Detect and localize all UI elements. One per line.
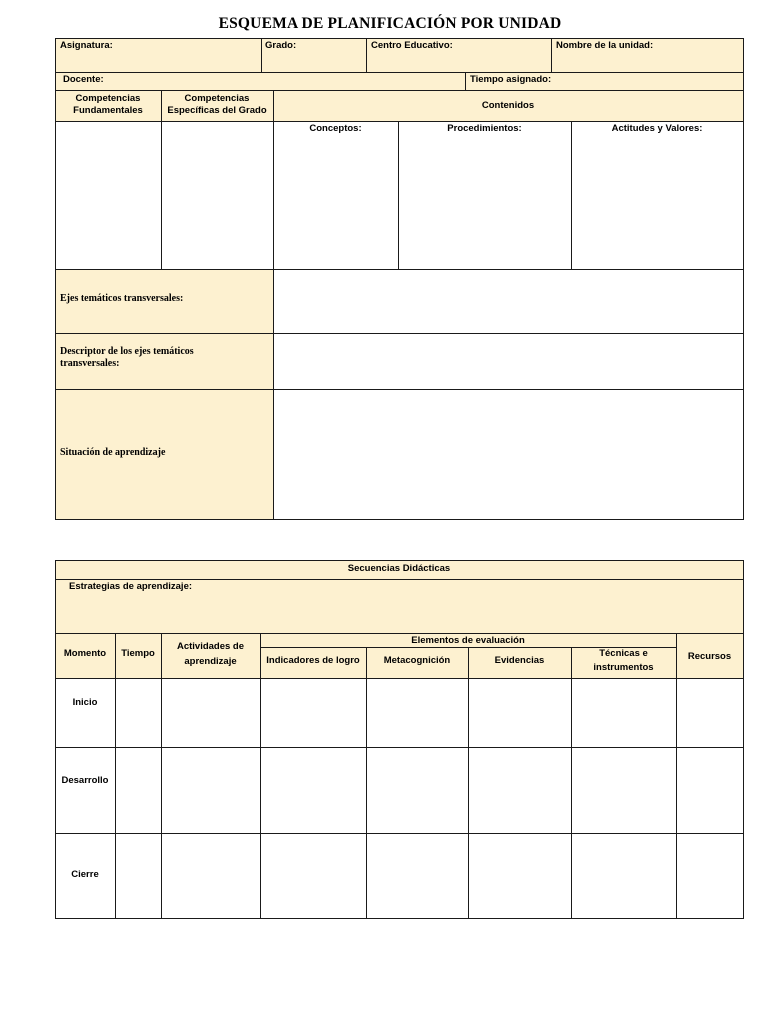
nombre-unidad-label: Nombre de la unidad: xyxy=(556,40,654,51)
row-label-inicio: Inicio xyxy=(72,697,98,708)
procedimientos-header: Procedimientos: xyxy=(447,123,522,134)
row-label-cierre: Cierre xyxy=(71,869,99,880)
evidencias-header: Evidencias xyxy=(494,655,545,666)
metacognicion-header: Metacognición xyxy=(383,655,451,666)
contenidos-header: Contenidos xyxy=(481,100,535,111)
descriptor-ejes-label xyxy=(60,346,194,370)
conceptos-header: Conceptos: xyxy=(309,123,362,134)
competencias-especificas-line2: Específicas del Grado xyxy=(167,105,267,116)
elementos-evaluacion-header: Elementos de evaluación xyxy=(411,635,525,646)
tecnicas-line2: instrumentos xyxy=(593,662,654,673)
momento-header: Momento xyxy=(63,648,107,659)
competencias-fundamentales-line1: Competencias xyxy=(75,93,141,104)
actividades-line2: aprendizaje xyxy=(184,656,237,667)
tecnicas-instrumentos-header xyxy=(571,648,676,674)
competencias-fundamentales-line2: Fundamentales xyxy=(73,105,143,116)
competencias-fundamentales-header xyxy=(55,93,161,117)
docente-label: Docente: xyxy=(63,74,104,85)
grado-label: Grado: xyxy=(265,40,297,51)
tiempo-header: Tiempo xyxy=(121,648,155,659)
competencias-especificas-line1: Competencias xyxy=(184,93,250,104)
situacion-aprendizaje-label: Situación de aprendizaje xyxy=(60,447,166,458)
ejes-tematicos-label: Ejes temáticos transversales: xyxy=(60,293,184,304)
recursos-header: Recursos xyxy=(687,651,732,662)
centro-educativo-label: Centro Educativo: xyxy=(371,40,453,51)
tecnicas-line1: Técnicas e xyxy=(599,648,648,659)
actitudes-valores-header: Actitudes y Valores: xyxy=(611,123,703,134)
row-label-desarrollo: Desarrollo xyxy=(61,775,109,786)
secuencias-didacticas-title: Secuencias Didácticas xyxy=(347,563,451,574)
actividades-line1: Actividades de xyxy=(176,641,245,652)
indicadores-logro-header: Indicadores de logro xyxy=(266,655,360,666)
descriptor-ejes-line1: Descriptor de los ejes temáticos xyxy=(60,346,194,357)
tiempo-asignado-label: Tiempo asignado: xyxy=(470,74,552,85)
competencias-especificas-header xyxy=(161,93,273,117)
page-title: ESQUEMA DE PLANIFICACIÓN POR UNIDAD xyxy=(218,15,562,32)
estrategias-aprendizaje-label: Estrategias de aprendizaje: xyxy=(69,581,193,592)
asignatura-label: Asignatura: xyxy=(60,40,113,51)
descriptor-ejes-line2: transversales: xyxy=(60,358,120,369)
actividades-header xyxy=(161,641,260,668)
